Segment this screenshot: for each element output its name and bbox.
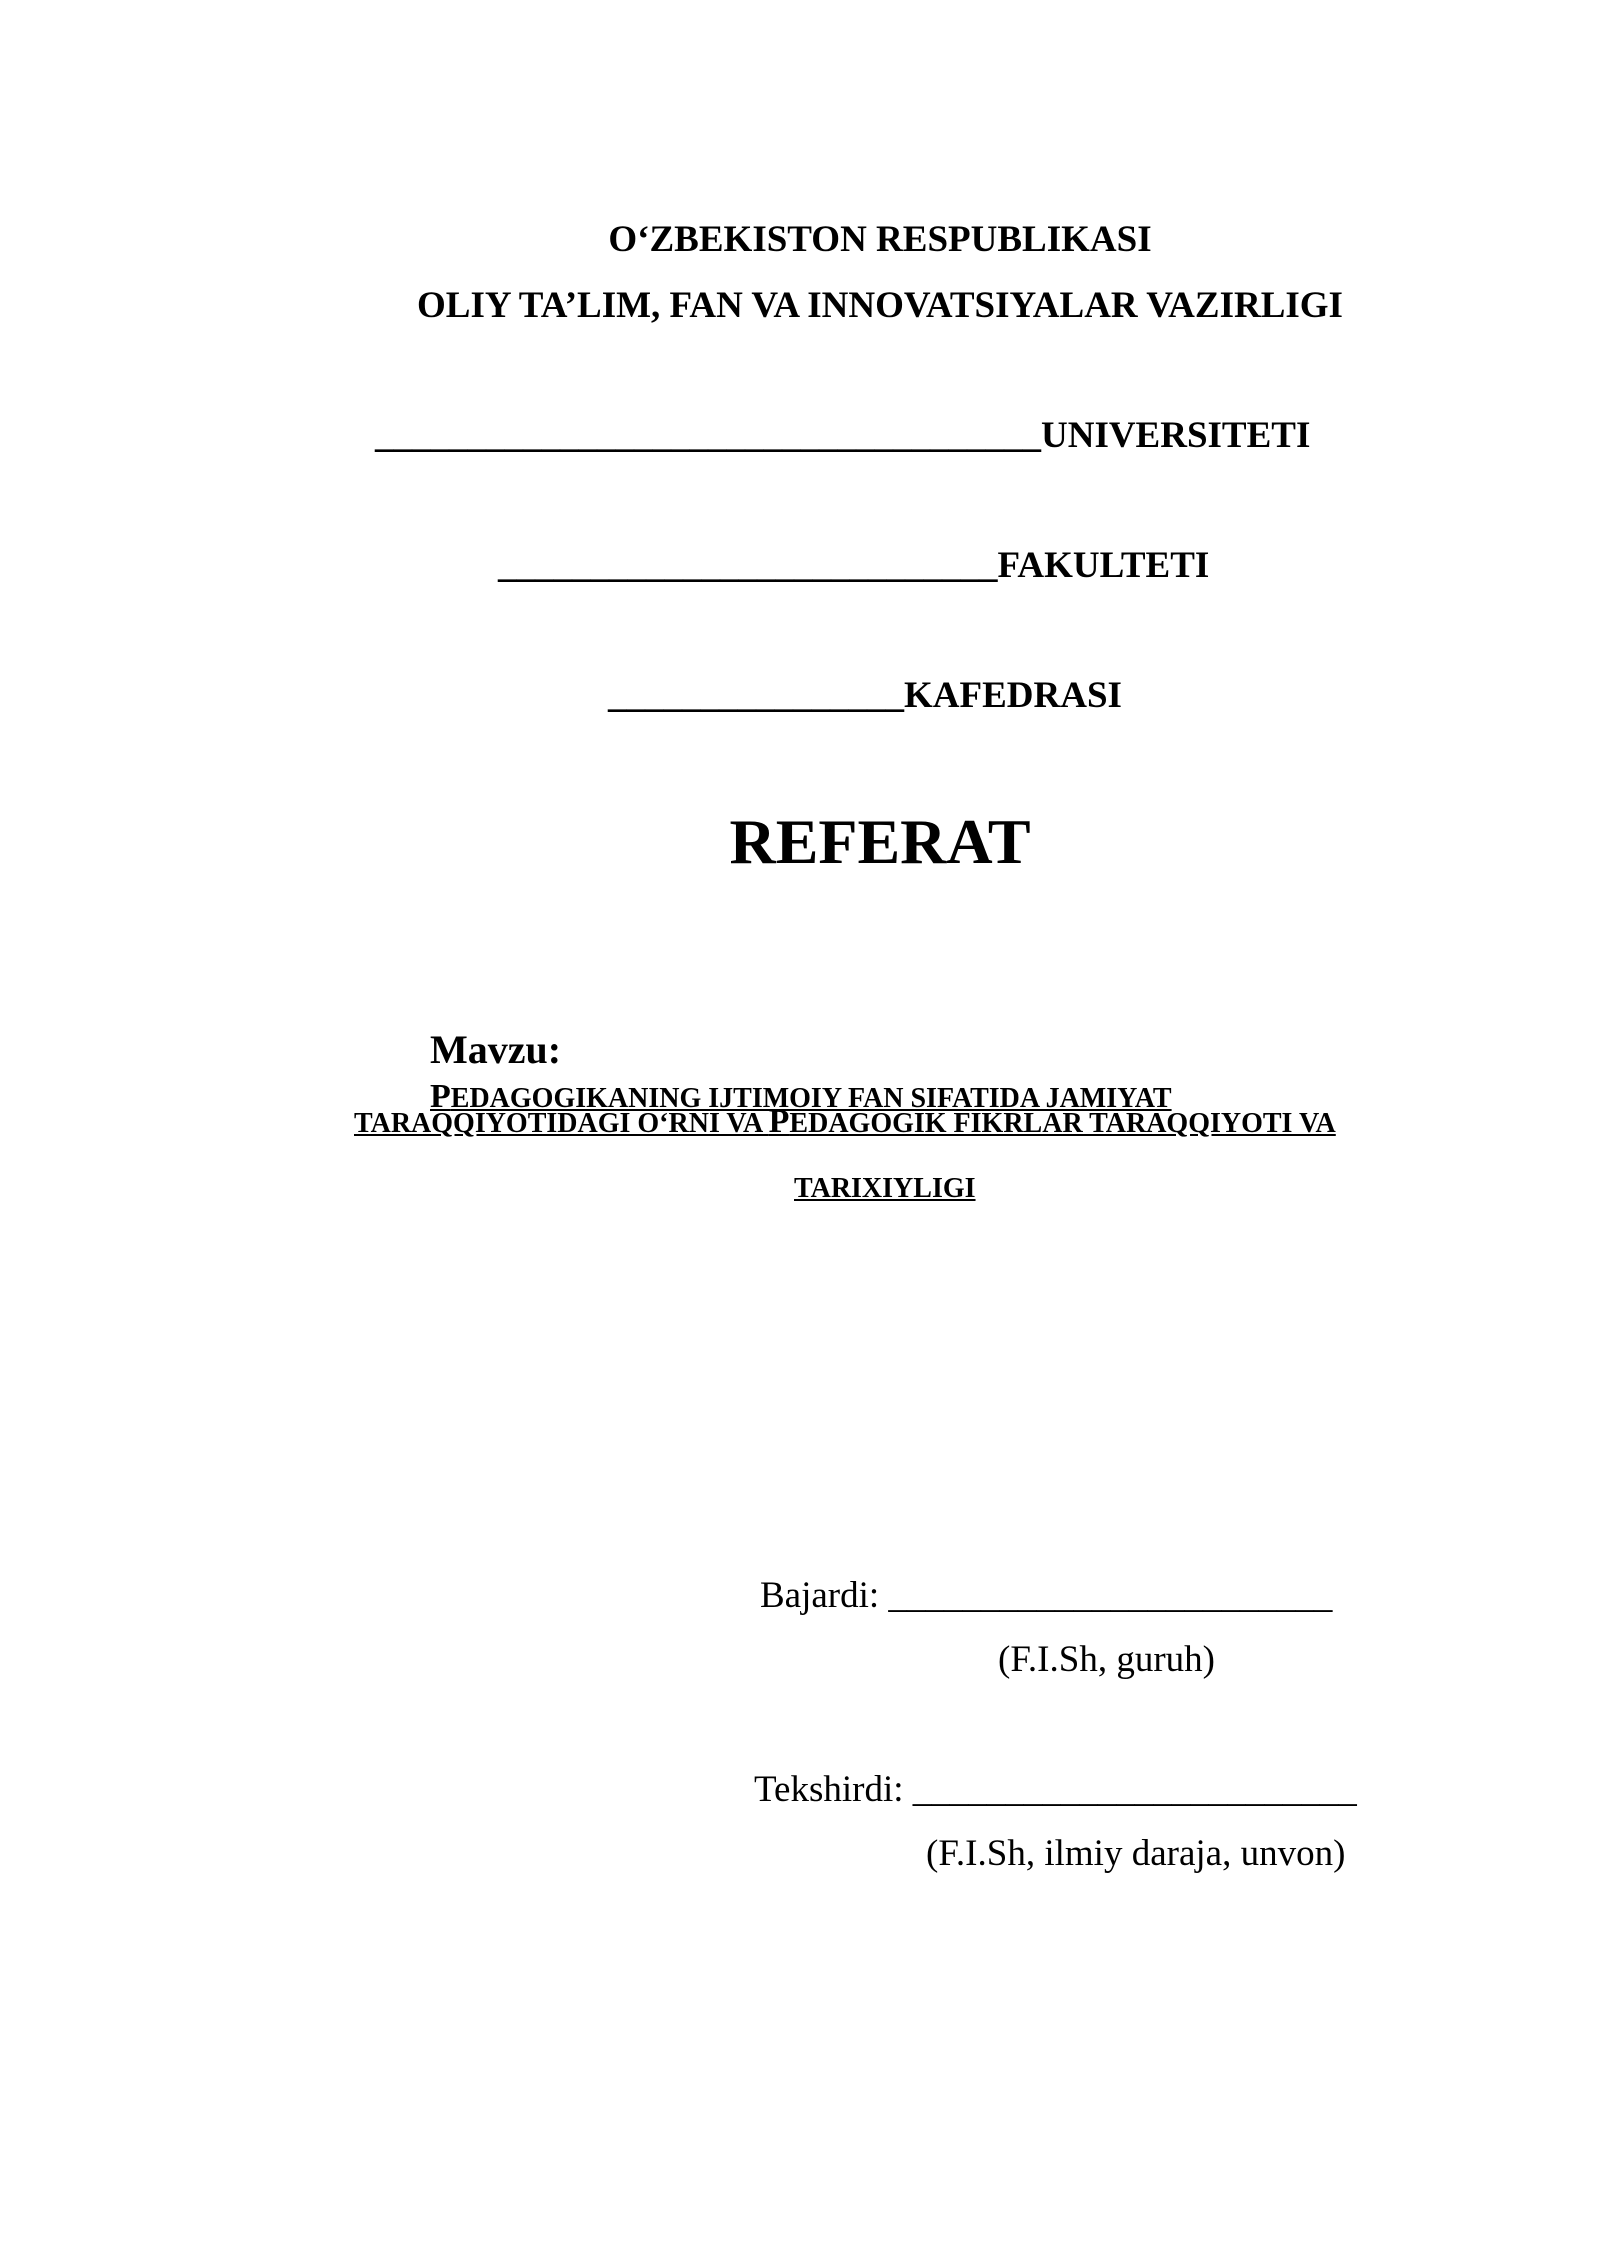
topic-text-2: TARAQQIYOTIDAGI O‘RNI VA PEDAGOGIK FIKRLAR TARAQQIYOTI VA (354, 1103, 1336, 1140)
topic-text-3: TARIXIYLIGI (794, 1173, 976, 1204)
university-line: ____________________________________UNIVERSITETI (375, 415, 1311, 456)
faculty-line: ___________________________FAKULTETI (498, 545, 1210, 586)
performed-by-hint: (F.I.Sh, guruh) (998, 1639, 1215, 1680)
topic-line-3 (762, 1120, 976, 1255)
ministry-heading: OLIY TA’LIM, FAN VA INNOVATSIYALAR VAZIRLIGI (417, 285, 1343, 326)
checked-by-hint: (F.I.Sh, ilmiy daraja, unvon) (926, 1833, 1346, 1874)
department-line: ________________KAFEDRASI (608, 675, 1122, 716)
topic-text-1: PEDAGOGIKANING IJTIMOIY FAN SIFATIDA JAMIYAT (430, 1078, 1172, 1115)
performed-by-line: Bajardi: ________________________ (760, 1575, 1333, 1616)
topic-label: Mavzu: (430, 1027, 562, 1072)
checked-by-line: Tekshirdi: ________________________ (754, 1769, 1357, 1810)
document-title: REFERAT (729, 806, 1031, 877)
country-heading: O‘ZBEKISTON RESPUBLIKASI (608, 219, 1152, 260)
